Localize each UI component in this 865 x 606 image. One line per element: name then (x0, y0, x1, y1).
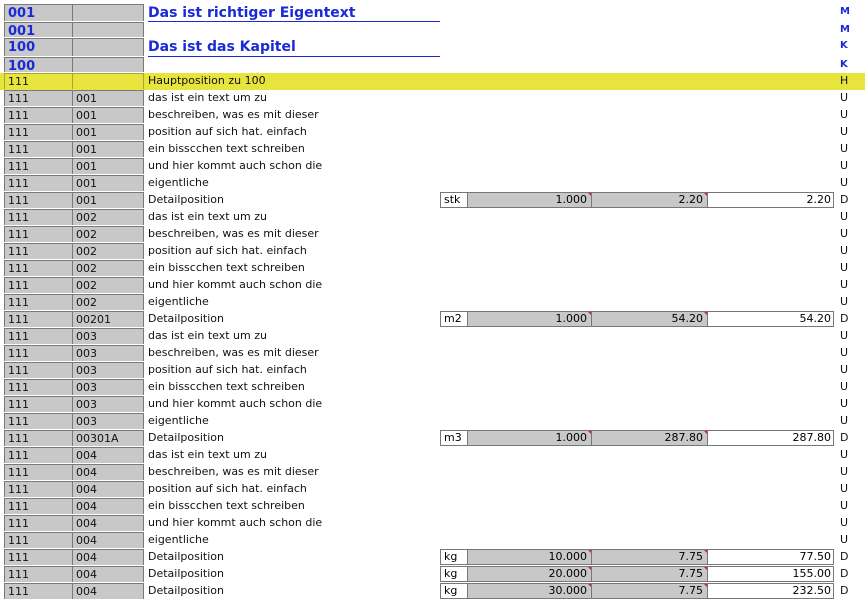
comment-marker-icon (704, 312, 707, 315)
total-price-cell: 287.80 (708, 430, 834, 446)
row-type-marker: U (840, 516, 849, 529)
table-row[interactable] (0, 413, 865, 430)
table-row[interactable] (0, 209, 865, 226)
position-text-cell[interactable]: und hier kommt auch schon die (148, 516, 323, 529)
position-text-cell[interactable]: position auf sich hat. einfach (148, 482, 307, 495)
position-group-cell[interactable]: 111 (4, 107, 72, 123)
row-type-marker: U (840, 499, 849, 512)
table-row[interactable] (0, 532, 865, 549)
comment-marker-icon (588, 550, 591, 553)
position-group-cell[interactable]: 111 (4, 362, 72, 378)
unit-price-cell[interactable]: 2.20 (592, 192, 708, 208)
row-type-marker: U (840, 176, 849, 189)
row-type-marker: U (840, 227, 849, 240)
position-group-cell[interactable]: 111 (4, 124, 72, 140)
row-type-marker: U (840, 244, 849, 257)
quantity-cell[interactable]: 1.000 (468, 311, 592, 327)
position-text-cell[interactable]: ein bisscchen text schreiben (148, 380, 305, 393)
total-price-cell: 2.20 (708, 192, 834, 208)
position-number-cell[interactable]: 003 (72, 396, 144, 412)
row-type-marker: U (840, 465, 849, 478)
position-number-cell[interactable]: 004 (72, 549, 144, 565)
comment-marker-icon (704, 431, 707, 434)
position-number-cell[interactable] (72, 4, 144, 21)
unit-cell[interactable]: kg (440, 566, 468, 582)
position-group-cell[interactable]: 001 (4, 4, 72, 21)
total-price-cell: 54.20 (708, 311, 834, 327)
row-type-marker: U (840, 125, 849, 138)
comment-marker-icon (588, 567, 591, 570)
row-type-marker: K (840, 40, 848, 51)
table-row[interactable] (0, 583, 865, 600)
position-group-cell[interactable]: 111 (4, 294, 72, 310)
position-number-cell[interactable]: 003 (72, 328, 144, 344)
position-number-cell[interactable]: 004 (72, 532, 144, 548)
unit-cell[interactable]: stk (440, 192, 468, 208)
position-number-cell[interactable]: 001 (72, 124, 144, 140)
position-text-cell[interactable]: und hier kommt auch schon die (148, 278, 323, 291)
position-text-cell[interactable]: und hier kommt auch schon die (148, 159, 323, 172)
table-row[interactable] (0, 430, 865, 447)
row-type-marker: U (840, 346, 849, 359)
table-row[interactable] (0, 4, 865, 22)
position-number-cell[interactable] (72, 22, 144, 37)
row-type-marker: D (840, 312, 849, 325)
position-number-cell[interactable]: 001 (72, 158, 144, 174)
position-text-cell[interactable]: das ist ein text um zu (148, 448, 267, 461)
table-row[interactable] (0, 294, 865, 311)
position-group-cell[interactable]: 111 (4, 583, 72, 599)
unit-price-cell[interactable]: 7.75 (592, 566, 708, 582)
unit-price-cell[interactable]: 7.75 (592, 549, 708, 565)
position-text-cell[interactable]: ein bisscchen text schreiben (148, 142, 305, 155)
position-number-cell[interactable]: 003 (72, 362, 144, 378)
row-type-marker: U (840, 91, 849, 104)
position-group-cell[interactable]: 111 (4, 515, 72, 531)
position-group-cell[interactable]: 111 (4, 277, 72, 293)
position-group-cell[interactable]: 111 (4, 158, 72, 174)
row-type-marker: U (840, 261, 849, 274)
row-type-marker: U (840, 142, 849, 155)
position-group-cell[interactable]: 111 (4, 481, 72, 497)
position-text-cell[interactable]: Das ist das Kapitel (148, 39, 296, 55)
table-row[interactable] (0, 311, 865, 328)
position-text-cell[interactable]: beschreiben, was es mit dieser (148, 227, 319, 240)
table-row[interactable] (0, 566, 865, 583)
unit-price-cell[interactable]: 54.20 (592, 311, 708, 327)
position-text-cell[interactable]: eigentliche (148, 414, 209, 427)
comment-marker-icon (704, 193, 707, 196)
position-group-cell[interactable]: 111 (4, 243, 72, 259)
row-type-marker: U (840, 278, 849, 291)
unit-cell[interactable]: kg (440, 583, 468, 599)
position-group-cell[interactable]: 111 (4, 345, 72, 361)
row-type-marker: U (840, 380, 849, 393)
position-group-cell[interactable]: 111 (4, 141, 72, 157)
position-number-cell[interactable]: 002 (72, 277, 144, 293)
position-group-cell[interactable]: 111 (4, 209, 72, 225)
position-text-cell[interactable]: beschreiben, was es mit dieser (148, 108, 319, 121)
table-row[interactable] (0, 515, 865, 532)
row-type-marker: U (840, 295, 849, 308)
position-group-cell[interactable]: 111 (4, 226, 72, 242)
comment-marker-icon (704, 584, 707, 587)
quantity-cell[interactable]: 30.000 (468, 583, 592, 599)
position-text-cell[interactable] (148, 57, 438, 72)
row-type-marker: U (840, 482, 849, 495)
position-text-cell[interactable]: eigentliche (148, 176, 209, 189)
table-row[interactable] (0, 464, 865, 481)
table-row[interactable] (0, 192, 865, 209)
position-number-cell[interactable]: 004 (72, 464, 144, 480)
quantity-cell[interactable]: 10.000 (468, 549, 592, 565)
position-text-cell[interactable]: position auf sich hat. einfach (148, 363, 307, 376)
table-row[interactable] (0, 22, 865, 38)
total-price-cell: 232.50 (708, 583, 834, 599)
row-type-marker: U (840, 210, 849, 223)
position-number-cell[interactable]: 002 (72, 294, 144, 310)
position-number-cell[interactable]: 002 (72, 243, 144, 259)
row-type-marker: U (840, 414, 849, 427)
position-group-cell[interactable]: 111 (4, 260, 72, 276)
table-row[interactable] (0, 498, 865, 515)
position-group-cell[interactable]: 111 (4, 396, 72, 412)
position-text-cell[interactable]: und hier kommt auch schon die (148, 397, 323, 410)
position-number-cell[interactable]: 001 (72, 175, 144, 191)
position-group-cell[interactable]: 111 (4, 447, 72, 463)
position-number-cell[interactable]: 003 (72, 345, 144, 361)
row-type-marker: U (840, 448, 849, 461)
row-type-marker: U (840, 533, 849, 546)
position-text-cell[interactable]: beschreiben, was es mit dieser (148, 346, 319, 359)
row-type-marker: D (840, 550, 849, 563)
position-text-cell[interactable]: eigentliche (148, 533, 209, 546)
position-group-cell[interactable]: 001 (4, 22, 72, 37)
row-type-marker: D (840, 431, 849, 444)
quantity-cell[interactable]: 20.000 (468, 566, 592, 582)
position-text-cell[interactable]: position auf sich hat. einfach (148, 244, 307, 257)
table-row[interactable] (0, 260, 865, 277)
table-row[interactable] (0, 107, 865, 124)
unit-cell[interactable]: m3 (440, 430, 468, 446)
comment-marker-icon (588, 312, 591, 315)
position-group-cell[interactable]: 111 (4, 498, 72, 514)
table-row[interactable] (0, 328, 865, 345)
position-number-cell[interactable] (72, 73, 144, 89)
unit-cell[interactable]: kg (440, 549, 468, 565)
row-type-marker: M (840, 6, 850, 17)
row-type-marker: U (840, 159, 849, 172)
row-type-marker: U (840, 363, 849, 376)
unit-price-cell[interactable]: 7.75 (592, 583, 708, 599)
comment-marker-icon (704, 567, 707, 570)
quantity-cell[interactable]: 1.000 (468, 430, 592, 446)
table-row[interactable] (0, 243, 865, 260)
position-group-cell[interactable]: 111 (4, 379, 72, 395)
row-type-marker: M (840, 24, 850, 35)
position-number-cell[interactable]: 001 (72, 192, 144, 208)
position-group-cell[interactable]: 111 (4, 566, 72, 582)
position-group-cell[interactable]: 111 (4, 328, 72, 344)
table-row[interactable] (0, 175, 865, 192)
position-group-cell[interactable]: 111 (4, 413, 72, 429)
table-row[interactable] (0, 396, 865, 413)
position-number-cell[interactable]: 004 (72, 515, 144, 531)
position-text-cell[interactable]: eigentliche (148, 295, 209, 308)
position-number-cell[interactable]: 00201 (72, 311, 144, 327)
table-row[interactable] (0, 379, 865, 396)
comment-marker-icon (588, 584, 591, 587)
position-text-cell[interactable]: beschreiben, was es mit dieser (148, 465, 319, 478)
table-row[interactable] (0, 141, 865, 158)
position-number-cell[interactable]: 001 (72, 107, 144, 123)
position-text-cell[interactable]: das ist ein text um zu (148, 329, 267, 342)
position-text-cell[interactable]: das ist ein text um zu (148, 210, 267, 223)
position-text-cell[interactable]: Detailposition (148, 567, 224, 580)
comment-marker-icon (588, 193, 591, 196)
position-group-cell[interactable]: 111 (4, 90, 72, 106)
quantity-cell[interactable]: 1.000 (468, 192, 592, 208)
position-text-cell[interactable]: Hauptposition zu 100 (148, 74, 266, 87)
unit-price-cell[interactable]: 287.80 (592, 430, 708, 446)
table-row[interactable] (0, 345, 865, 362)
position-number-cell[interactable]: 002 (72, 260, 144, 276)
position-group-cell[interactable]: 111 (4, 532, 72, 548)
table-row[interactable] (0, 73, 865, 90)
total-price-cell: 77.50 (708, 549, 834, 565)
position-text-cell[interactable]: das ist ein text um zu (148, 91, 267, 104)
position-number-cell[interactable]: 004 (72, 447, 144, 463)
row-type-marker: D (840, 193, 849, 206)
position-text-cell[interactable]: Detailposition (148, 550, 224, 563)
position-number-cell[interactable]: 003 (72, 413, 144, 429)
position-number-cell[interactable] (72, 38, 144, 56)
position-group-cell[interactable]: 111 (4, 464, 72, 480)
position-number-cell[interactable]: 002 (72, 209, 144, 225)
table-row[interactable] (0, 158, 865, 175)
position-text-cell[interactable]: Detailposition (148, 431, 224, 444)
position-number-cell[interactable]: 004 (72, 498, 144, 514)
table-row[interactable] (0, 124, 865, 141)
position-number-cell[interactable]: 001 (72, 90, 144, 106)
position-text-cell[interactable]: ein bisscchen text schreiben (148, 499, 305, 512)
position-text-cell[interactable]: position auf sich hat. einfach (148, 125, 307, 138)
position-text-cell[interactable] (148, 22, 438, 37)
unit-cell[interactable]: m2 (440, 311, 468, 327)
table-row[interactable] (0, 277, 865, 294)
position-text-cell[interactable]: Detailposition (148, 193, 224, 206)
table-row[interactable] (0, 362, 865, 379)
table-row[interactable] (0, 57, 865, 73)
position-number-cell[interactable]: 00301A (72, 430, 144, 446)
position-number-cell[interactable]: 004 (72, 481, 144, 497)
position-number-cell[interactable]: 004 (72, 566, 144, 582)
row-type-marker: D (840, 567, 849, 580)
position-group-cell[interactable]: 111 (4, 175, 72, 191)
position-group-cell[interactable]: 111 (4, 192, 72, 208)
position-number-cell[interactable]: 001 (72, 141, 144, 157)
position-text-cell[interactable]: Das ist richtiger Eigentext (148, 5, 356, 21)
table-row[interactable] (0, 481, 865, 498)
table-row[interactable] (0, 90, 865, 107)
position-text-cell[interactable]: ein bisscchen text schreiben (148, 261, 305, 274)
position-number-cell[interactable]: 002 (72, 226, 144, 242)
position-group-cell[interactable]: 111 (4, 311, 72, 327)
position-group-cell[interactable]: 111 (4, 73, 72, 89)
position-group-cell[interactable]: 111 (4, 430, 72, 446)
comment-marker-icon (588, 431, 591, 434)
position-group-cell[interactable]: 111 (4, 549, 72, 565)
row-type-marker: U (840, 397, 849, 410)
position-number-cell[interactable]: 003 (72, 379, 144, 395)
position-text-cell[interactable]: Detailposition (148, 584, 224, 597)
comment-marker-icon (704, 550, 707, 553)
row-type-marker: U (840, 108, 849, 121)
row-type-marker: H (840, 74, 849, 87)
position-group-cell[interactable]: 100 (4, 57, 72, 72)
table-row[interactable] (0, 38, 865, 57)
table-row[interactable] (0, 226, 865, 243)
position-group-cell[interactable]: 100 (4, 38, 72, 56)
row-type-marker: U (840, 329, 849, 342)
position-text-cell[interactable]: Detailposition (148, 312, 224, 325)
table-row[interactable] (0, 549, 865, 566)
row-type-marker: D (840, 584, 849, 597)
total-price-cell: 155.00 (708, 566, 834, 582)
row-type-marker: K (840, 59, 848, 70)
position-number-cell[interactable] (72, 57, 144, 72)
table-row[interactable] (0, 447, 865, 464)
position-number-cell[interactable]: 004 (72, 583, 144, 599)
